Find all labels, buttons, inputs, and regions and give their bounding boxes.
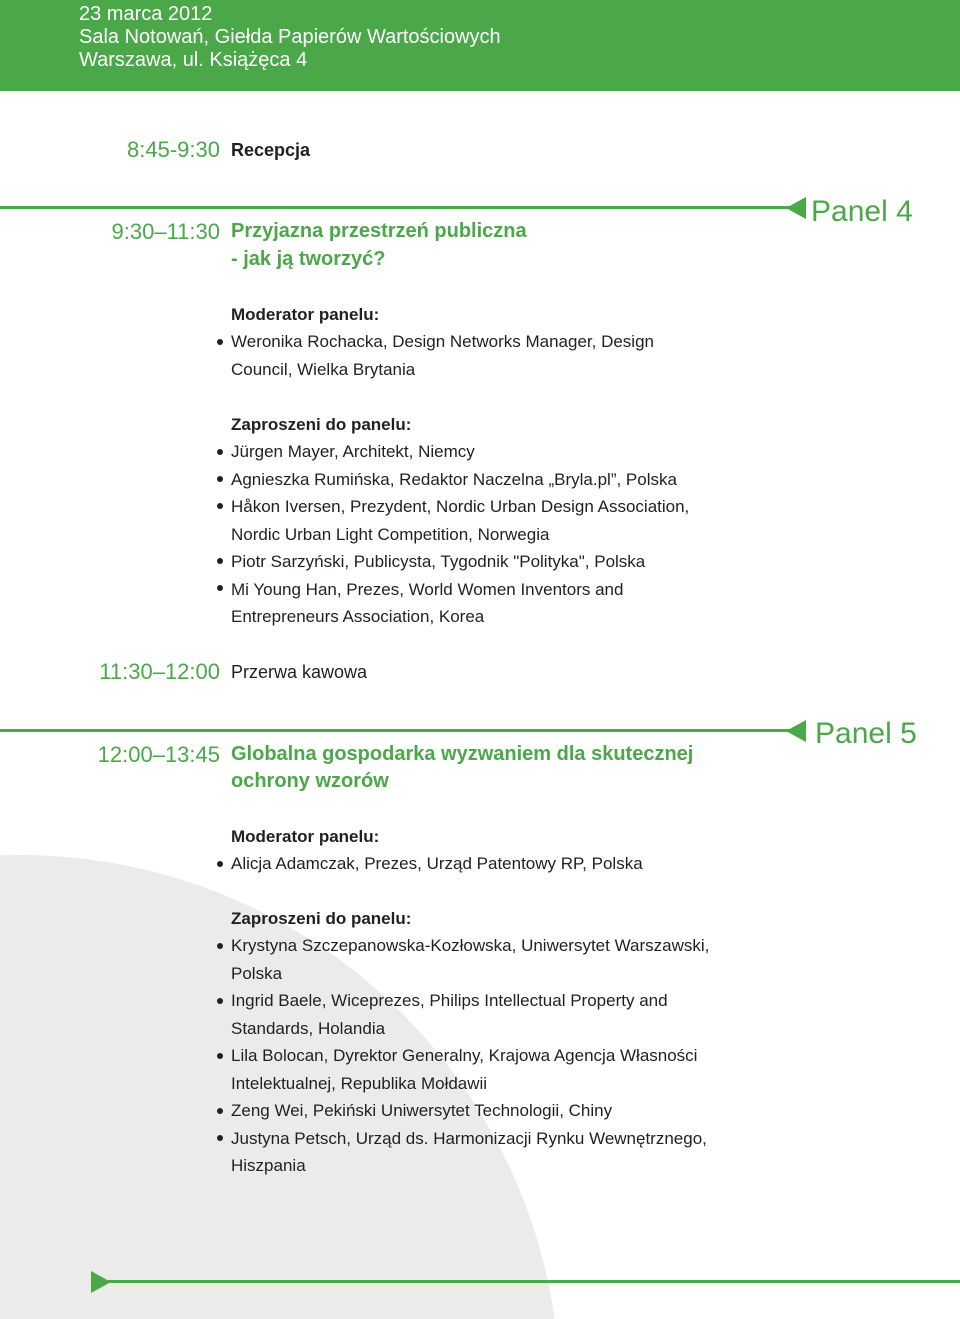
panel-4-time: 9:30–11:30 <box>111 219 220 244</box>
panel-5-divider-line <box>0 729 790 732</box>
panel-5-moderator-line-1: Alicja Adamczak, Prezes, Urząd Patentowy RP, Polska <box>231 854 643 873</box>
reception-label: Recepcja <box>231 140 311 160</box>
event-header-banner <box>0 0 960 91</box>
panel-4-invited-heading: Zaproszeni do panelu: <box>231 415 412 434</box>
panel-4-title-line-2: - jak ją tworzyć? <box>231 248 386 270</box>
panel-5-invited-line-9: Hiszpania <box>231 1156 306 1175</box>
panel-4-invited-line-7: Entrepreneurs Association, Korea <box>231 607 485 626</box>
panel-4-moderator-line-1: Weronika Rochacka, Design Networks Manager, Design <box>231 332 654 351</box>
panel-4-invited-line-5: Piotr Sarzyński, Publicysta, Tygodnik "Polityka", Polska <box>231 552 646 571</box>
panel-4-arrow-icon <box>786 197 806 219</box>
panel-4-moderator-heading: Moderator panelu: <box>231 305 380 324</box>
bottom-divider-line <box>108 1280 960 1283</box>
bullet-icon <box>217 558 223 564</box>
panel-5-invited-line-6: Intelektualnej, Republika Mołdawii <box>231 1074 488 1093</box>
panel-4-invited-line-4: Nordic Urban Light Competition, Norwegia <box>231 525 550 544</box>
bullet-icon <box>217 449 223 455</box>
panel-5-invited-line-8: Justyna Petsch, Urząd ds. Harmonizacji Rynku Wewnętrznego, <box>231 1129 707 1148</box>
panel-5-title-line-1: Globalna gospodarka wyzwaniem dla skutecznej <box>231 743 694 765</box>
panel-5-invited-line-7: Zeng Wei, Pekiński Uniwersytet Technologii, Chiny <box>231 1101 613 1120</box>
panel-5-moderator-heading: Moderator panelu: <box>231 827 380 846</box>
bullet-icon <box>217 1108 223 1114</box>
panel-4-invited-line-6: Mi Young Han, Prezes, World Women Inventors and <box>231 580 624 599</box>
panel-5-invited-heading: Zaproszeni do panelu: <box>231 909 412 928</box>
panel-4-moderator-line-2: Council, Wielka Brytania <box>231 360 416 379</box>
panel-5-badge: Panel 5 <box>815 717 917 750</box>
bullet-icon <box>217 503 223 509</box>
coffee-break-time: 11:30–12:00 <box>99 659 220 684</box>
bullet-icon <box>217 861 223 867</box>
panel-4-invited-line-2: Agnieszka Rumińska, Redaktor Naczelna „Bryla.pl”, Polska <box>231 470 677 489</box>
bullet-icon <box>217 1135 223 1141</box>
panel-5-invited-line-4: Standards, Holandia <box>231 1019 386 1038</box>
event-address: Warszawa, ul. Książęca 4 <box>79 49 308 71</box>
event-date: 23 marca 2012 <box>79 3 213 25</box>
bullet-icon <box>217 943 223 949</box>
panel-5-invited-line-5: Lila Bolocan, Dyrektor Generalny, Krajowa Agencja Własności <box>231 1046 698 1065</box>
panel-5-time: 12:00–13:45 <box>97 742 220 767</box>
panel-5-title-line-2: ochrony wzorów <box>231 770 389 792</box>
panel-5-invited-line-1: Krystyna Szczepanowska-Kozłowska, Uniwersytet Warszawski, <box>231 936 710 955</box>
bullet-icon <box>217 476 223 482</box>
bullet-icon <box>217 585 223 591</box>
event-venue: Sala Notowań, Giełda Papierów Wartościowych <box>79 26 501 48</box>
panel-4-invited-line-3: Håkon Iversen, Prezydent, Nordic Urban Design Association, <box>231 497 690 516</box>
panel-4-divider-line <box>0 206 790 209</box>
panel-5-arrow-icon <box>786 720 806 742</box>
coffee-break-label: Przerwa kawowa <box>231 662 368 682</box>
bullet-icon <box>217 998 223 1004</box>
panel-5-invited-line-3: Ingrid Baele, Wiceprezes, Philips Intellectual Property and <box>231 991 668 1010</box>
bullet-icon <box>217 1053 223 1059</box>
panel-4-badge: Panel 4 <box>811 195 913 228</box>
panel-4-title-line-1: Przyjazna przestrzeń publiczna <box>231 220 527 242</box>
panel-5-invited-line-2: Polska <box>231 964 283 983</box>
bullet-icon <box>217 339 223 345</box>
reception-time: 8:45-9:30 <box>127 137 220 162</box>
panel-4-invited-line-1: Jürgen Mayer, Architekt, Niemcy <box>231 442 475 461</box>
